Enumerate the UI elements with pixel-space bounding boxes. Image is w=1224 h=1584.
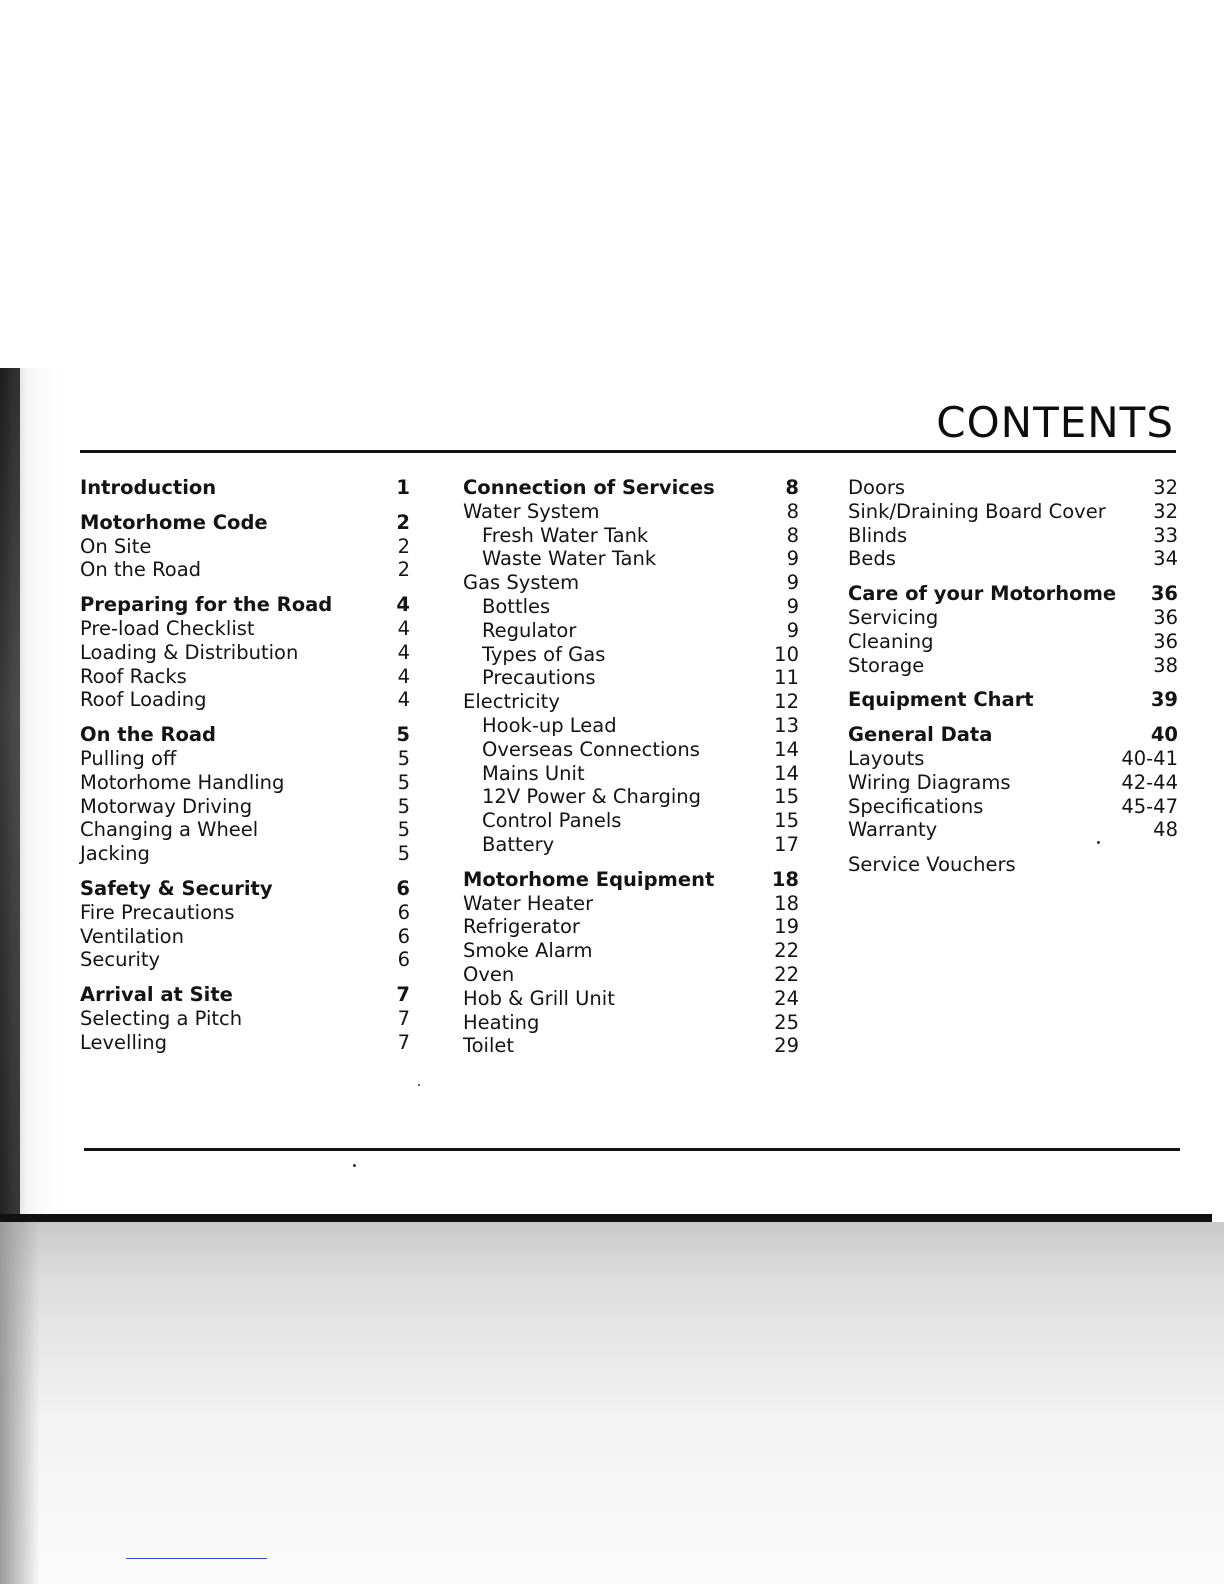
contents-section [848,582,1178,677]
contents-entry [80,665,410,689]
entry-title: Fire Precautions [80,900,235,924]
page-number: 2 [396,510,410,534]
subsection-entry [463,619,799,643]
page-number: 7 [396,983,410,1007]
section-heading [80,723,410,747]
page-number: 5 [397,794,410,818]
section-heading [80,983,410,1007]
contents-entry [848,818,1178,842]
page-number: 2 [397,534,410,558]
entry-title: Motorway Driving [80,794,253,818]
contents-entry [80,1007,410,1031]
scan-speck [418,1084,420,1086]
entry-title: Care of your Motorhome [848,582,1117,606]
entry-title: Refrigerator [463,915,580,939]
section-heading [80,511,410,535]
contents-entry [463,1011,799,1035]
page-number: 29 [774,1034,799,1058]
page-number: 22 [774,939,799,963]
page-number: 1 [396,476,410,499]
page-number: 15 [774,785,799,809]
entry-title: Levelling [80,1030,168,1054]
contents-entry [80,688,410,712]
entry-title: Overseas Connections [482,737,700,761]
page-number: 6 [396,876,410,900]
scan-speck [1097,841,1100,844]
contents-entry [463,963,799,987]
subsection-entry [463,714,799,738]
subsection-entry [463,785,799,809]
contents-entry [848,606,1178,630]
entry-title: Storage [848,653,925,677]
entry-title: Arrival at Site [80,983,233,1007]
contents-entry [80,925,410,949]
subsection-entry [463,643,799,667]
page-number: 36 [1153,629,1178,653]
entry-title: Precautions [482,666,596,690]
bottom-rule [84,1148,1180,1151]
contents-entry [848,630,1178,654]
entry-title: Cleaning [848,629,934,653]
contents-section [80,593,410,712]
subsection-entry [463,762,799,786]
subsection-entry [463,809,799,833]
contents-entry [80,795,410,819]
entry-title: Mains Unit [482,761,585,785]
page-number: 42-44 [1121,770,1178,794]
entry-title: Specifications [848,794,984,818]
subsection-entry [463,524,799,548]
contents-entry [848,747,1178,771]
entry-title: Motorhome Code [80,510,268,534]
entry-title: Layouts [848,746,925,770]
binding-spine [0,368,20,1218]
contents-entry [80,558,410,582]
subsection-entry [463,547,799,571]
page-number: 2 [397,558,410,582]
entry-title: Loading & Distribution [80,640,299,664]
page-number: 4 [397,688,410,712]
contents-entry [80,948,410,972]
contents-entry [463,690,799,714]
page-number: 18 [774,891,799,915]
entry-title: Roof Racks [80,664,187,688]
section-heading [848,723,1178,747]
page-number: 6 [397,900,410,924]
page-number: 5 [397,770,410,794]
contents-entry [463,915,799,939]
contents-section [80,723,410,866]
page-number: 13 [774,713,799,737]
entry-title: Jacking [80,842,150,866]
entry-title: Wiring Diagrams [848,770,1011,794]
page-number: 40 [1150,723,1178,747]
entry-title: Water Heater [463,891,594,915]
page-bottom-edge [0,1214,1212,1222]
section-heading [463,868,799,892]
entry-title: Toilet [463,1034,515,1058]
contents-entry [848,476,1178,500]
page-number: 4 [397,640,410,664]
page-title: CONTENTS [936,398,1174,447]
page-number: 19 [774,915,799,939]
section-heading [848,688,1178,712]
page-number: 40-41 [1121,746,1178,770]
contents-entry [80,641,410,665]
contents-entry [80,535,410,559]
entry-title: Blinds [848,523,908,547]
contents-entry [463,987,799,1011]
contents-entry [463,939,799,963]
entry-title: On the Road [80,558,202,582]
page-number: 4 [397,664,410,688]
entry-title: Sink/Draining Board Cover [848,499,1106,523]
page-number: 4 [396,593,410,617]
entry-title: 12V Power & Charging [482,785,702,809]
entry-title: Servicing [848,605,939,629]
entry-title: Warranty [848,818,938,842]
page-number: 34 [1153,547,1178,571]
page-number: 9 [786,571,799,595]
contents-section [463,868,799,1058]
page-number: 9 [786,618,799,642]
contents-entry [463,500,799,524]
contents-entry [463,571,799,595]
page-number: 10 [774,642,799,666]
section-heading [463,476,799,500]
page-number: 17 [774,832,799,856]
contents-entry [80,1031,410,1055]
contents-section [848,476,1178,571]
entry-title: Bottles [482,594,551,618]
page-number: 7 [397,1030,410,1054]
entry-title: Heating [463,1010,540,1034]
page-number: 39 [1150,688,1178,712]
section-heading [80,877,410,901]
entry-title: Fresh Water Tank [482,523,649,547]
subsection-entry [463,738,799,762]
entry-title: Hob & Grill Unit [463,986,615,1010]
subsection-entry [463,595,799,619]
page-number: 7 [397,1006,410,1030]
contents-entry [848,547,1178,571]
page-number: 9 [786,547,799,571]
page-number: 45-47 [1121,794,1178,818]
entry-title: Control Panels [482,809,622,833]
entry-title: General Data [848,723,993,747]
contents-entry [848,500,1178,524]
entry-title: Waste Water Tank [482,547,657,571]
background-surface [0,1222,1224,1584]
page-number: 48 [1153,818,1178,842]
contents-entry [463,892,799,916]
entry-title: Safety & Security [80,876,273,900]
page-number: 11 [774,666,799,690]
page-number: 14 [774,761,799,785]
page-number: 24 [774,986,799,1010]
entry-title: Smoke Alarm [463,939,593,963]
page-number: 14 [774,737,799,761]
page-number: 36 [1153,605,1178,629]
page-number: 4 [397,616,410,640]
contents-entry [848,795,1178,819]
contents-section [80,476,410,500]
contents-column-2 [463,476,799,1069]
contents-entry [80,818,410,842]
entry-title: Connection of Services [463,476,715,499]
contents-section [80,511,410,582]
entry-title: Pulling off [80,746,177,770]
scan-speck [353,1164,356,1167]
contents-entry [80,617,410,641]
contents-entry [848,654,1178,678]
contents-entry [463,1034,799,1058]
entry-title: Motorhome Handling [80,770,285,794]
page-number: 6 [397,948,410,972]
entry-title: Electricity [463,690,560,714]
entry-title: Types of Gas [482,642,606,666]
entry-title: Security [80,948,161,972]
page-number: 8 [786,499,799,523]
background-shadow [0,1222,40,1584]
page-number: 8 [786,523,799,547]
page-number: 5 [397,818,410,842]
entry-title: Battery [482,832,555,856]
page-number: 15 [774,809,799,833]
page-number: 33 [1153,523,1178,547]
contents-entry [848,524,1178,548]
top-rule [80,450,1176,453]
page-number: 38 [1153,653,1178,677]
page-number: 8 [785,476,799,499]
page-number: 18 [771,867,799,891]
entry-title: Beds [848,547,896,571]
contents-section [80,877,410,972]
contents-entry [848,771,1178,795]
contents-entry [80,747,410,771]
page-number: 5 [397,746,410,770]
entry-title: Preparing for the Road [80,593,333,617]
entry-title: Motorhome Equipment [463,867,715,891]
entry-title: Ventilation [80,924,184,948]
entry-title: On Site [80,534,152,558]
entry-title: On the Road [80,723,216,747]
entry-title: Gas System [463,571,580,595]
contents-column-1 [80,476,410,1066]
contents-section [848,723,1178,842]
contents-section [80,983,410,1054]
contents-entry [80,842,410,866]
page-number: 5 [396,723,410,747]
page-number: 6 [397,924,410,948]
section-heading [848,582,1178,606]
page-number: 12 [774,690,799,714]
entry-title: Equipment Chart [848,688,1034,712]
entry-title: Hook-up Lead [482,713,617,737]
page-number: 5 [397,842,410,866]
page-number: 9 [786,594,799,618]
service-vouchers-entry: Service Vouchers [848,853,1016,877]
contents-column-3 [848,476,1178,877]
entry-title: Oven [463,962,515,986]
entry-title: Selecting a Pitch [80,1006,243,1030]
page-number: 25 [774,1010,799,1034]
entry-title: Changing a Wheel [80,818,259,842]
page-number: 36 [1150,582,1178,606]
entry-title: Pre-load Checklist [80,616,255,640]
subsection-entry [463,666,799,690]
page-number: 32 [1153,499,1178,523]
page-number: 22 [774,962,799,986]
entry-title: Regulator [482,618,577,642]
section-heading [80,593,410,617]
blue-underline [126,1558,267,1559]
page-number: 32 [1153,476,1178,499]
entry-title: Introduction [80,476,217,499]
contents-section [463,476,799,857]
section-heading [80,476,410,500]
entry-title: Water System [463,499,600,523]
contents-section [848,688,1178,712]
subsection-entry [463,833,799,857]
contents-entry [80,901,410,925]
entry-title: Doors [848,476,906,499]
contents-entry [80,771,410,795]
entry-title: Roof Loading [80,688,207,712]
